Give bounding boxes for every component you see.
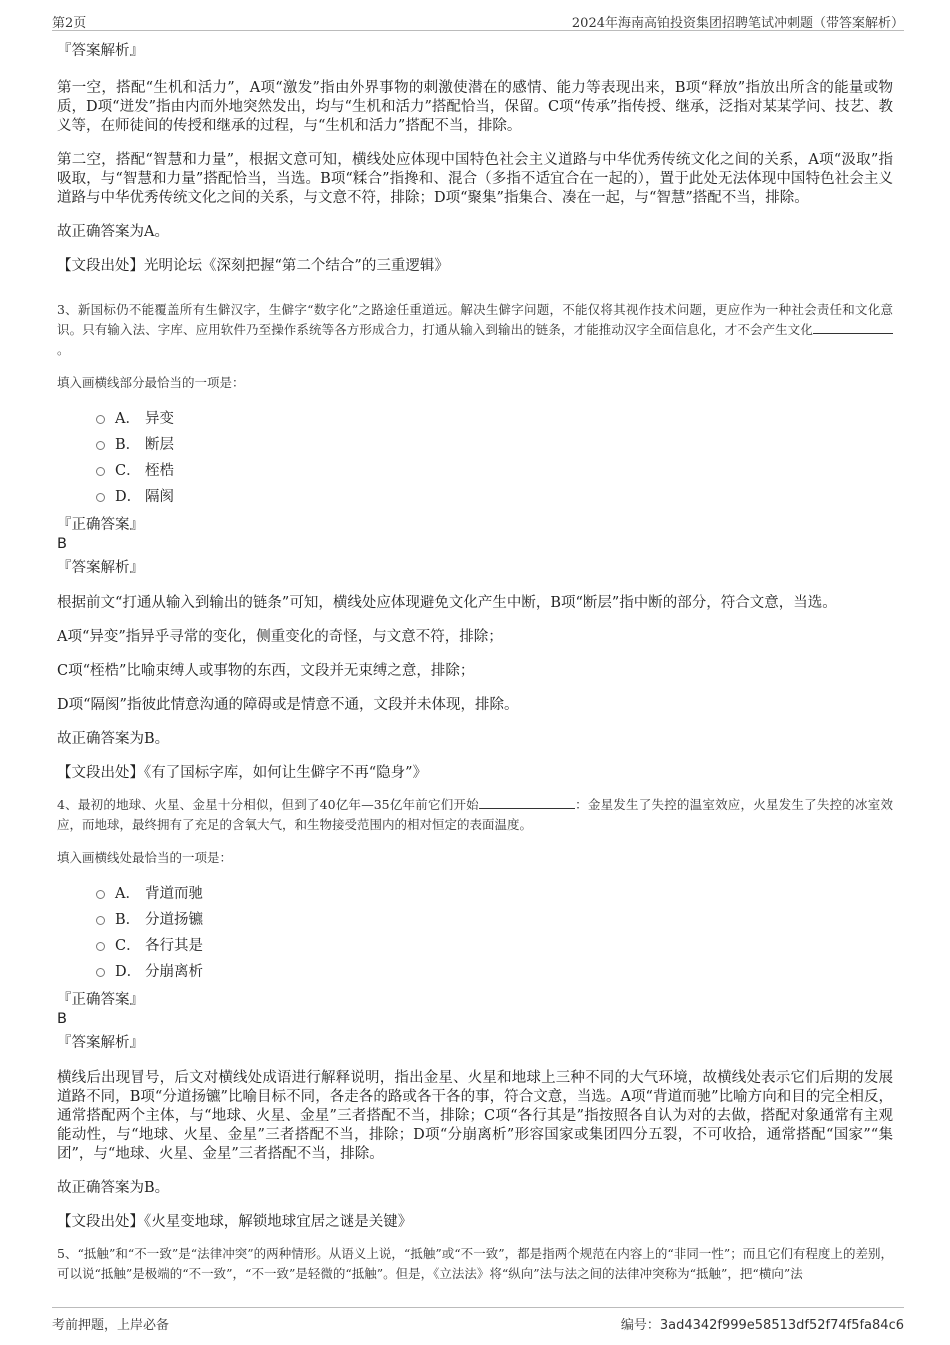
document-code: 编号：3ad4342f999e58513df52f74f5fa84c6 [620, 1318, 904, 1333]
q3-analysis-label: 『答案解析』 [57, 560, 144, 576]
radio-icon[interactable] [96, 493, 105, 502]
q3-analysis-para-4: D项“隔阂”指彼此情意沟通的障碍或是情意不通，文段并未体现，排除。 [57, 697, 519, 713]
q5-stem: 5、“抵触”和“不一致”是“法律冲突”的两种情形。从语义上说，“抵触”或“不一致”，都是指两个规范在内容上的“非同一性”；而且它们有程度上的差别，可以说“抵触”是极端的“不一致”，“不一致”是轻微的“抵触”。但是，《立法法》将“纵向”法与法之间的法律冲突称为“抵触”，把“横向”法 [57, 1246, 893, 1281]
q4-analysis-label: 『答案解析』 [57, 1035, 144, 1051]
page-header [52, 10, 904, 31]
q4-correct-answer: B [57, 1011, 67, 1027]
q4-answer-statement: 故正确答案为B。 [57, 1180, 170, 1196]
q4-correct-label: 『正确答案』 [57, 992, 144, 1008]
radio-icon[interactable] [96, 890, 105, 899]
q3-options [96, 406, 893, 510]
page-number: 第2页 [52, 16, 87, 31]
q2-answer-statement: 故正确答案为A。 [57, 224, 169, 240]
q3-stem: 3、新国标仍不能覆盖所有生僻汉字，生僻字“数字化”之路途任重道远。解决生僻字问题，不能仅将其视作技术问题，更应作为一种社会责任和文化意识。只有输入法、字库、应用软件乃至操作系统等各方形成合力，打通从输入到输出的链条，才能推动汉字全面信息化，才不会产生文化。 [57, 302, 893, 357]
radio-icon[interactable] [96, 441, 105, 450]
q2-source: 【文段出处】光明论坛《深刻把握“第二个结合”的三重逻辑》 [57, 258, 449, 274]
q3-option-d[interactable]: D． 隔阂 [96, 484, 893, 510]
page-footer [52, 1307, 904, 1332]
q3-source: 【文段出处】《有了国标字库，如何让生僻字不再“隐身”》 [57, 765, 428, 781]
q4-stem: 4、最初的地球、火星、金星十分相似，但到了40亿年—35亿年前它们开始 ：金星发生了失控的温室效应，火星发生了失控的冰室效应，而地球，最终拥有了充足的含氧大气，和生物接受范围内的相对恒定的表面温度。 [57, 797, 893, 832]
q4-options [96, 881, 893, 985]
main-content [57, 42, 893, 1284]
q3-correct-answer: B [57, 536, 67, 552]
q3-prompt: 填入画横线部分最恰当的一项是： [57, 375, 245, 390]
q2-analysis-para-2: 第二空，搭配“智慧和力量”，根据文意可知，横线处应体现中国特色社会主义道路与中华优秀传统文化之间的关系，A项“汲取”指吸取，与“智慧和力量”搭配恰当，当选。B项“糅合”指搀和、混合（多指不适宜合在一起的），置于此处无法体现中国特色社会主义道路与中华优秀传统文化之间的关系，与文意不符，排除；D项“聚集”指集合、凑在一起，与“智慧”搭配不当，排除。 [57, 152, 893, 206]
q4-option-a[interactable]: A． 背道而驰 [96, 881, 893, 907]
radio-icon[interactable] [96, 415, 105, 424]
q3-option-b[interactable]: B． 断层 [96, 432, 893, 458]
q4-option-b[interactable]: B． 分道扬镳 [96, 907, 893, 933]
q4-prompt: 填入画横线处最恰当的一项是： [57, 850, 233, 865]
q2-analysis-label: 『答案解析』 [57, 43, 144, 59]
q2-analysis-para-1: 第一空，搭配“生机和活力”，A项“激发”指由外界事物的刺激使潜在的感情、能力等表现出来，B项“释放”指放出所含的能量或物质，D项“迸发”指由内而外地突然发出，均与“生机和活力”搭配恰当，保留。C项“传承”指传授、继承，泛指对某某学问、技艺、教义等，在师徒间的传授和继承的过程，与“生机和活力”搭配不当，排除。 [57, 80, 893, 134]
q3-correct-label: 『正确答案』 [57, 517, 144, 533]
q4-option-d[interactable]: D． 分崩离析 [96, 959, 893, 985]
footer-slogan: 考前押题，上岸必备 [52, 1318, 170, 1333]
q3-option-c[interactable]: C． 桎梏 [96, 458, 893, 484]
q3-analysis-para-2: A项“异变”指异乎寻常的变化，侧重变化的奇怪，与文意不符，排除； [57, 629, 503, 645]
q3-analysis-para-1: 根据前文“打通从输入到输出的链条”可知，横线处应体现避免文化产生中断，B项“断层”指中断的部分，符合文意，当选。 [57, 595, 837, 611]
radio-icon[interactable] [96, 942, 105, 951]
radio-icon[interactable] [96, 968, 105, 977]
document-title: 2024年海南高铂投资集团招聘笔试冲刺题（带答案解析） [571, 16, 904, 31]
radio-icon[interactable] [96, 916, 105, 925]
q3-option-a[interactable]: A． 异变 [96, 406, 893, 432]
q4-blank [479, 795, 575, 809]
radio-icon[interactable] [96, 467, 105, 476]
q3-analysis-para-3: C项“桎梏”比喻束缚人或事物的东西，文段并无束缚之意，排除； [57, 663, 475, 679]
q4-analysis-para-1: 横线后出现冒号，后文对横线处成语进行解释说明，指出金星、火星和地球上三种不同的大气环境，故横线处表示它们后期的发展道路不同，B项“分道扬镳”比喻目标不同，各走各的路或各干各的事，符合文意，当选。A项“背道而驰”比喻方向和目的完全相反，通常搭配两个主体，与“地球、火星、金星”三者搭配不当，排除；C项“各行其是”指按照各自认为对的去做，搭配对象通常有主观能动性，与“地球、火星、金星”三者搭配不当，排除；D项“分崩离析”形容国家或集团四分五裂，不可收拾，通常搭配“国家”“集团”，与“地球、火星、金星”三者搭配不当，排除。 [57, 1070, 893, 1162]
q4-source: 【文段出处】《火星变地球，解锁地球宜居之谜是关键》 [57, 1214, 413, 1230]
q3-blank [813, 320, 893, 334]
q3-answer-statement: 故正确答案为B。 [57, 731, 170, 747]
q4-option-c[interactable]: C． 各行其是 [96, 933, 893, 959]
